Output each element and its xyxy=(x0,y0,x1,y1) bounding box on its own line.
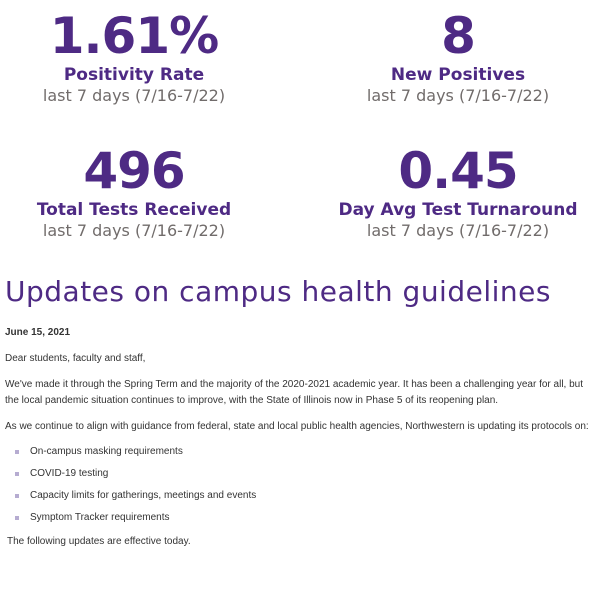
closing-paragraph: The following updates are effective today. xyxy=(7,536,191,547)
stat-value: 496 xyxy=(83,142,185,200)
stat-value: 8 xyxy=(441,7,475,65)
protocol-list xyxy=(5,444,599,526)
list-item-text: COVID-19 testing xyxy=(30,468,109,479)
greeting-paragraph: Dear students, faculty and staff, xyxy=(5,353,146,364)
list-item xyxy=(5,466,599,482)
stat-test-turnaround xyxy=(308,143,601,241)
square-bullet-icon xyxy=(15,494,19,498)
stat-new-positives xyxy=(308,8,601,106)
article-body xyxy=(5,325,599,550)
stat-period: last 7 days (7/16-7/22) xyxy=(42,86,226,105)
square-bullet-icon xyxy=(15,516,19,520)
article-date: June 15, 2021 xyxy=(5,327,71,338)
square-bullet-icon xyxy=(15,450,19,454)
list-item xyxy=(5,510,599,526)
stat-label: Positivity Rate xyxy=(63,65,205,85)
intro-paragraph: We've made it through the Spring Term and the majority of the 2020-2021 academic year. It has been a challenging year for all, but the local pandemic situation continues to improve, with the State of Illinois now in Phase 5 of its reopening plan. xyxy=(5,379,583,406)
stat-total-tests xyxy=(0,143,284,241)
stat-period: last 7 days (7/16-7/22) xyxy=(366,86,550,105)
list-item-text: On-campus masking requirements xyxy=(30,446,183,457)
list-item xyxy=(5,444,599,460)
stat-label: Total Tests Received xyxy=(36,200,232,220)
list-item xyxy=(5,488,599,504)
square-bullet-icon xyxy=(15,472,19,476)
stat-value: 0.45 xyxy=(398,142,518,200)
stat-label: New Positives xyxy=(390,65,526,85)
protocols-paragraph: As we continue to align with guidance from federal, state and local public health agencies, Northwestern is updating its protocols on: xyxy=(5,421,589,432)
stat-positivity-rate xyxy=(0,8,284,106)
stat-value: 1.61% xyxy=(49,7,219,65)
stat-period: last 7 days (7/16-7/22) xyxy=(366,221,550,240)
page-heading: Updates on campus health guidelines xyxy=(5,275,551,308)
list-item-text: Capacity limits for gatherings, meetings and events xyxy=(30,490,257,501)
stat-label: Day Avg Test Turnaround xyxy=(338,200,578,220)
list-item-text: Symptom Tracker requirements xyxy=(30,512,170,523)
stat-period: last 7 days (7/16-7/22) xyxy=(42,221,226,240)
